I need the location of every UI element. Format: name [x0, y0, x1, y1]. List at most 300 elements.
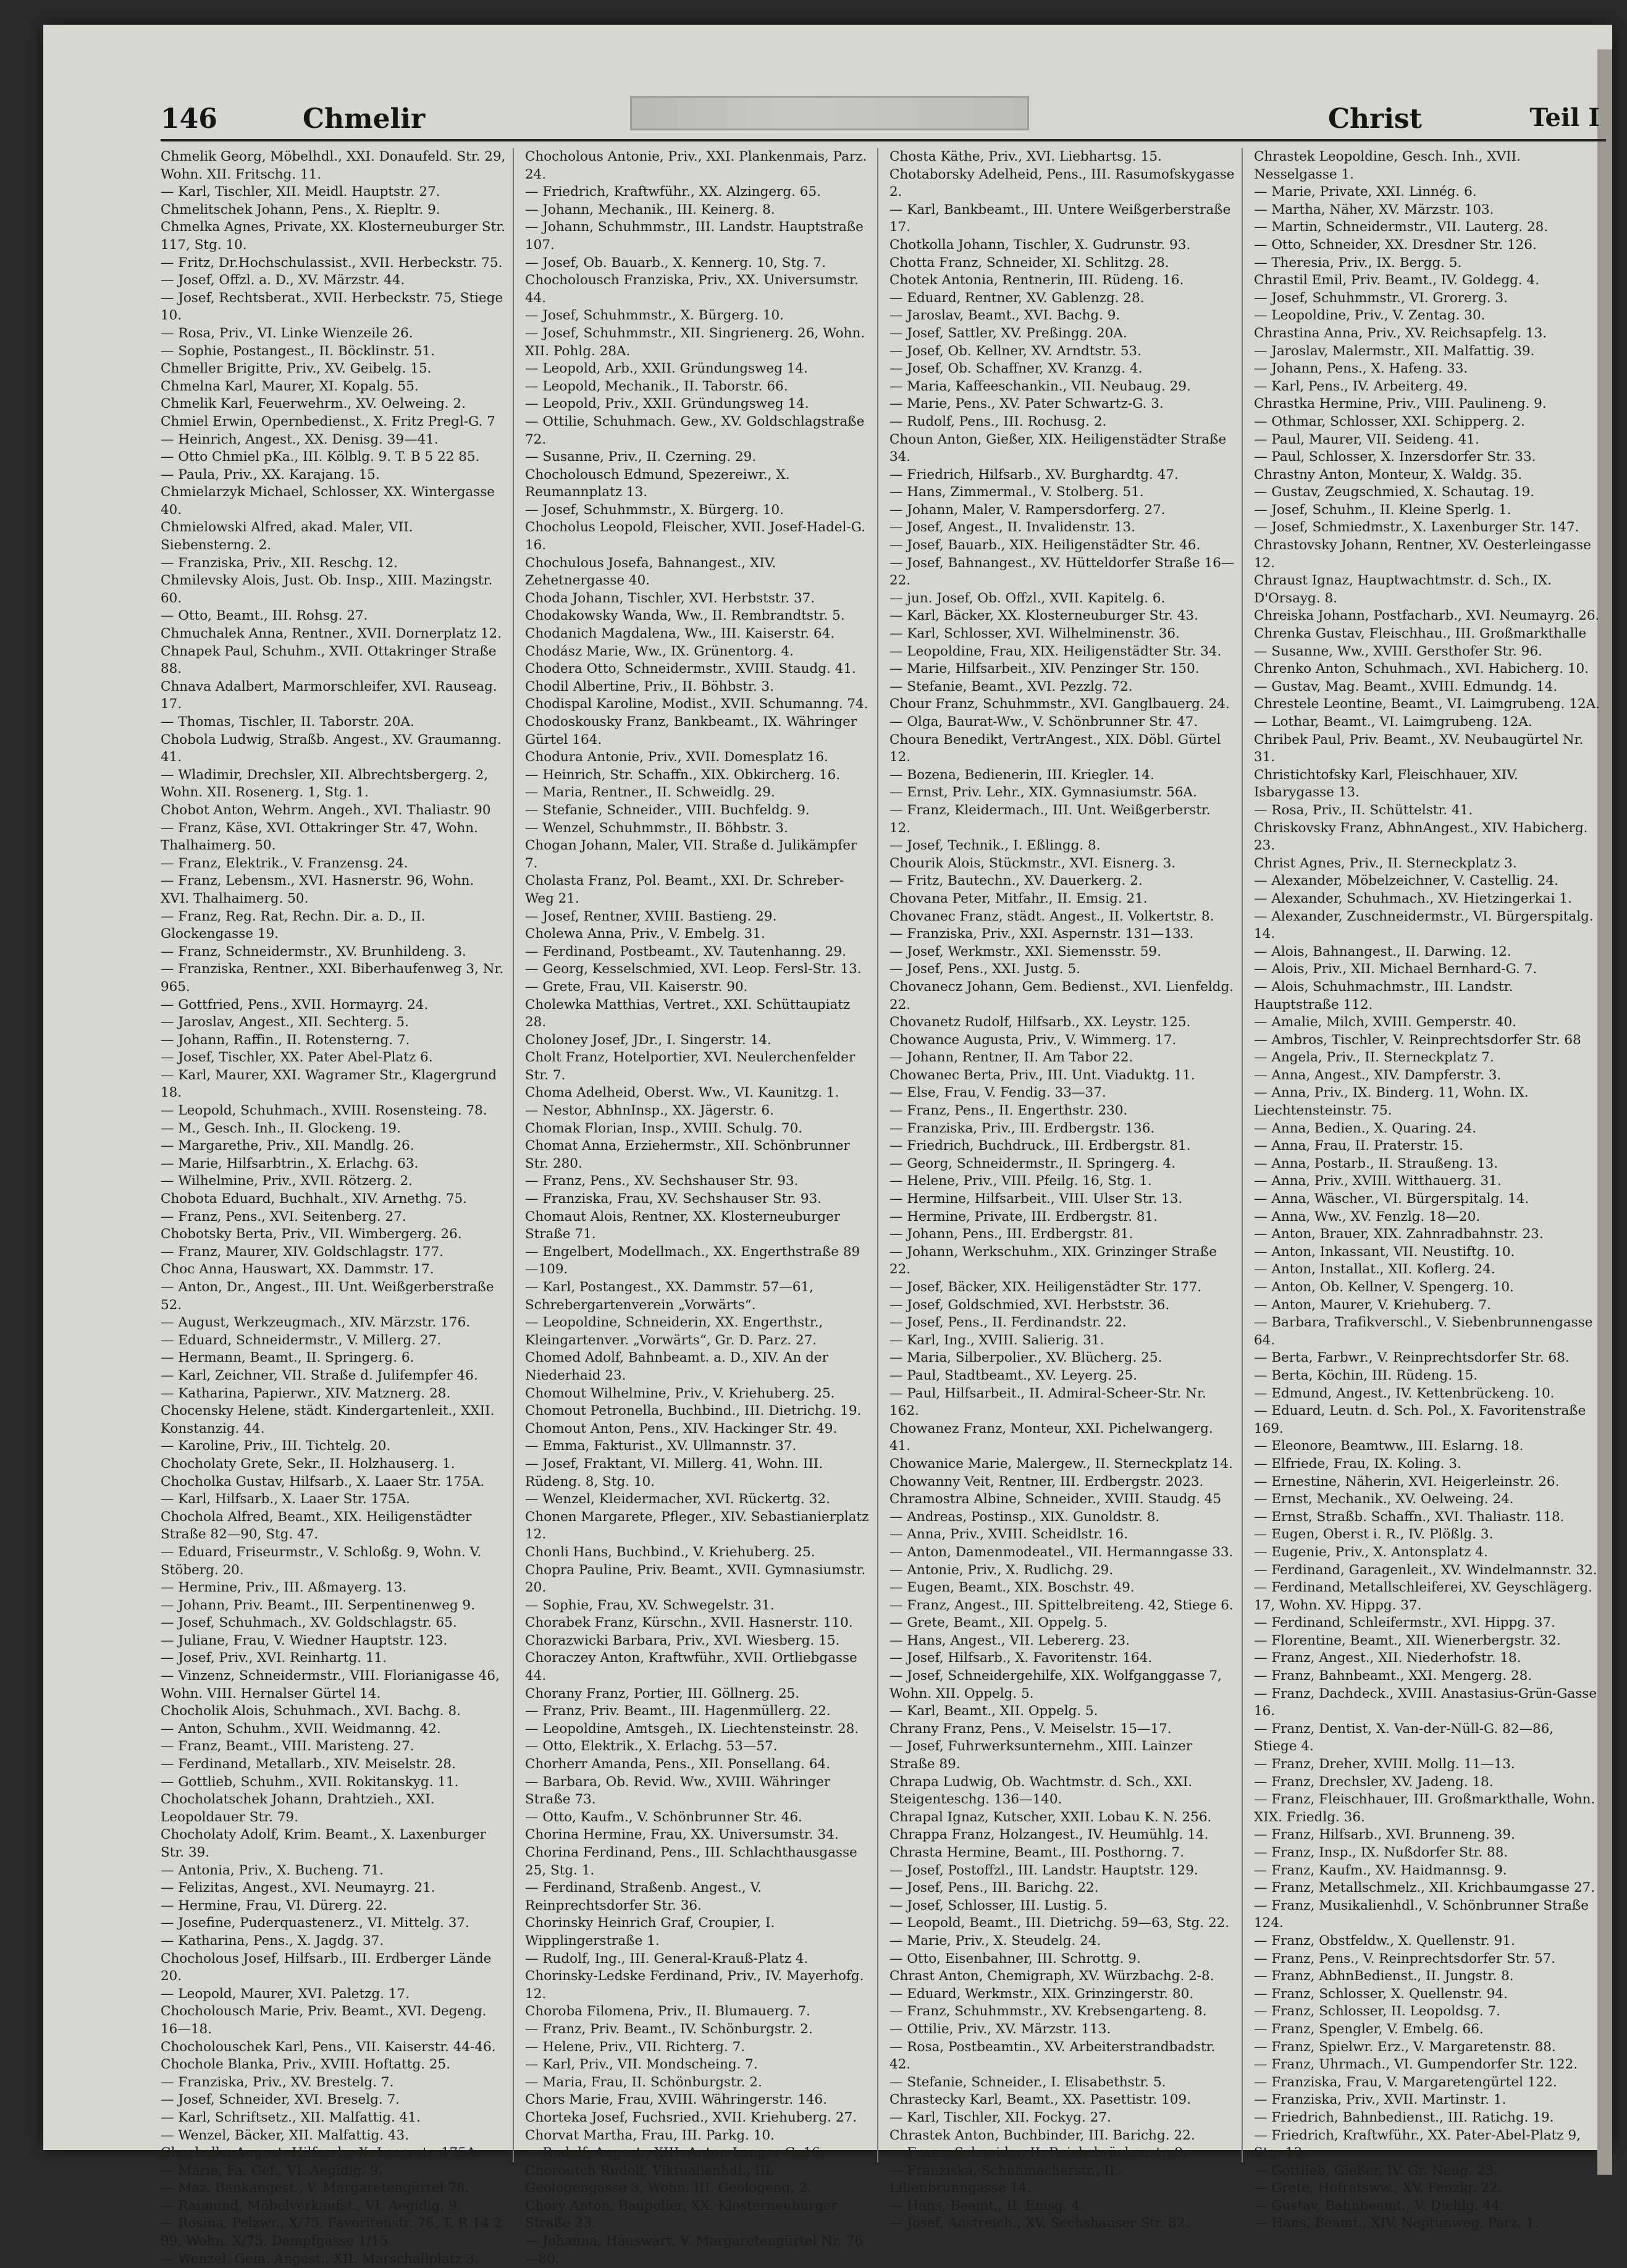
directory-entry: — Heinrich, Angest., XX. Denisg. 39—41.	[161, 431, 439, 447]
directory-entry: — Ambros, Tischler, V. Reinprechtsdorfer Str. 68	[1254, 1032, 1581, 1048]
directory-entry: — Josef, Bahnangest., XV. Hütteldorfer Straße 16—22.	[889, 555, 1235, 589]
directory-entry: — Josef, Schuhmmstr., X. Bürgerg. 10.	[525, 308, 784, 324]
directory-entry: — Vinzenz, Schneidermstr., VIII. Florianigasse 46, Wohn. VIII. Hernalser Gürtel 14.	[161, 1668, 500, 1701]
directory-entry: Chocholous Josef, Hilfsarb., III. Erdberger Lände 20.	[161, 1950, 492, 1984]
directory-entry: — Katharina, Papierwr., XIV. Matznerg. 28.	[161, 1385, 451, 1401]
directory-entry: Chomak Florian, Insp., XVIII. Schulg. 70.	[525, 1120, 803, 1136]
directory-entry: Chrastina Anna, Priv., XV. Reichsapfelg. 13.	[1254, 325, 1547, 341]
directory-entry: Choc Anna, Hauswart, XX. Dammstr. 17.	[161, 1262, 434, 1278]
directory-entry: — Hermine, Priv., III. Aßmayerg. 13.	[161, 1580, 407, 1596]
directory-entry: Chrenko Anton, Schuhmach., XVI. Habicherg. 10.	[1254, 661, 1589, 677]
directory-entry: — Fritz, Dr.Hochschulassist., XVII. Herbeckstr. 75.	[161, 255, 503, 271]
directory-entry: — Johann, Mechanik., III. Keinerg. 8.	[525, 201, 775, 217]
directory-entry: — Leopoldine, Priv., V. Zentag. 30.	[1254, 308, 1486, 324]
directory-entry: Chrapal Ignaz, Kutscher, XXII. Lobau K. N. 256.	[889, 1809, 1212, 1825]
directory-entry: — Karl, Maurer, XXI. Wagramer Str., Klagergrund 18.	[161, 1067, 497, 1101]
directory-entry: Chrenka Gustav, Fleischhau., III. Großmarkthalle	[1254, 626, 1587, 642]
directory-entry: — Johann, Maler, V. Rampersdorferg. 27.	[889, 502, 1166, 518]
column-4	[1254, 148, 1606, 2232]
column-2	[525, 148, 878, 2267]
directory-entry: — Ferdinand, Schleifermstr., XVI. Hippg. 37.	[1254, 1615, 1555, 1631]
directory-entry: Chribek Paul, Priv. Beamt., XV. Neubaugürtel Nr. 31.	[1254, 731, 1584, 765]
directory-entry: — Anna, Frau, II. Praterstr. 15.	[1254, 1138, 1463, 1154]
directory-entry: — Rosina, Pelzwr., X/75. Favoritenstr. 76, T. R 14 2 99, Wohn. X/75. Dampfgasse 1/15.	[161, 2215, 502, 2249]
directory-entry: Chrastecky Karl, Beamt., XX. Pasettistr. 109.	[889, 2092, 1192, 2108]
directory-entry: — Ferdinand, Metallarb., XIV. Meiselstr. 28.	[161, 1756, 456, 1773]
directory-entry: — Josef, Pens., III. Barichg. 22.	[889, 1880, 1099, 1896]
directory-entry: — Hans, Angest., VII. Lebererg. 23.	[889, 1632, 1130, 1648]
directory-entry: Chogan Johann, Maler, VII. Straße d. Julikämpfer 7.	[525, 838, 857, 871]
directory-entry: — M., Gesch. Inh., II. Glockeng. 19.	[161, 1120, 401, 1136]
directory-entry: — Josef, Angest., II. Invalidenstr. 13.	[889, 520, 1136, 536]
directory-entry: — Florentine, Beamt., XII. Wienerbergstr. 32.	[1254, 1632, 1561, 1648]
directory-entry: Chrapa Ludwig, Ob. Wachtmstr. d. Sch., XXI. Steigenteschg. 136—140.	[889, 1774, 1193, 1808]
directory-entry: — Josef, Hilfsarb., X. Favoritenstr. 164.	[889, 1650, 1153, 1666]
directory-entry: Chobot Anton, Wehrm. Angeh., XVI. Thaliastr. 90	[161, 802, 491, 818]
directory-entry: — Rudolf, Ing., III. General-Krauß-Platz 4.	[525, 1950, 809, 1967]
directory-entry: Chotkolla Johann, Tischler, X. Gudrunstr. 93.	[889, 237, 1191, 253]
directory-entry: — Othmar, Schlosser, XXI. Schipperg. 2.	[1254, 413, 1525, 429]
directory-entry: — Franziska, Priv., XVII. Martinstr. 1.	[1254, 2092, 1507, 2108]
directory-entry: — Josef, Anstreich., XV. Sechshauser Str. 82.	[889, 2215, 1190, 2232]
directory-entry: — Otto, Elektrik., X. Erlachg. 53—57.	[525, 1739, 778, 1755]
directory-entry: — Ferdinand, Metallschleiferei, XV. Geyschlägerg. 17, Wohn. XV. Hippg. 37.	[1254, 1580, 1592, 1613]
directory-entry: Cholasta Franz, Pol. Beamt., XXI. Dr. Schreber-Weg 21.	[525, 873, 844, 906]
column-1	[161, 148, 514, 2267]
directory-entry: — Franz, Priv. Beamt., IV. Schönburgstr. 2.	[525, 2021, 813, 2037]
directory-entry: — Franz, Angest., III. Spittelbreiteng. 42, Stiege 6.	[889, 1597, 1234, 1613]
directory-entry: — Josefine, Puderquastenerz., VI. Mittelg. 37.	[161, 1915, 469, 1931]
directory-entry: — Leopold, Mechanik., II. Taborstr. 66.	[525, 378, 788, 394]
directory-entry: — Anna, Priv., XVIII. Scheidlstr. 16.	[889, 1527, 1129, 1543]
directory-entry: — Karl, Bankbeamt., III. Untere Weißgerberstraße 17.	[889, 201, 1231, 235]
directory-entry: Chrappa Franz, Holzangest., IV. Heumühlg. 14.	[889, 1827, 1209, 1843]
directory-entry: — Theresia, Priv., IX. Bergg. 5.	[1254, 255, 1462, 271]
directory-entry: Chorabek Franz, Kürschn., XVII. Hasnerstr. 110.	[525, 1615, 853, 1631]
directory-entry: Cholt Franz, Hotelportier, XVI. Neulerchenfelder Str. 7.	[525, 1050, 856, 1083]
directory-entry: — Josef, Fraktant, VI. Millerg. 41, Wohn. III. Rüdeng. 8, Stg. 10.	[525, 1456, 823, 1490]
directory-entry: Chrany Franz, Pens., V. Meiselstr. 15—17.	[889, 1721, 1172, 1737]
directory-entry: — Marie, Hilfsarbtrin., X. Erlachg. 63.	[161, 1155, 419, 1171]
directory-entry: — Leopold, Beamt., III. Dietrichg. 59—63, Stg. 22.	[889, 1915, 1230, 1931]
directory-entry: — Paul, Hilfsarbeit., II. Admiral-Scheer-Str. Nr. 162.	[889, 1385, 1206, 1419]
directory-entry: — Anna, Postarb., II. Straußeng. 13.	[1254, 1155, 1499, 1171]
directory-entry: Chocensky Helene, städt. Kindergartenleit., XXII. Konstanzig. 44.	[161, 1403, 495, 1436]
directory-entry: — Ernst, Priv. Lehr., XIX. Gymnasiumstr. 56A.	[889, 785, 1197, 801]
directory-entry: — Grete, Beamt., XII. Oppelg. 5.	[889, 1615, 1108, 1631]
directory-entry: Chramostra Albine, Schneider., XVIII. Staudg. 45	[889, 1491, 1222, 1507]
directory-entry: — Franziska, Frau, XV. Sechshauser Str. 93.	[525, 1191, 822, 1207]
page-number: 146	[161, 103, 217, 135]
directory-entry: Chocholka August, Hilfsarb., X. Laaerstr. 175A.	[161, 2145, 481, 2161]
directory-entry: — jun. Josef, Ob. Offzl., XVII. Kapitelg. 6.	[889, 590, 1166, 606]
directory-entry: Chocholik Alois, Schuhmach., XVI. Bachg. 8.	[161, 1703, 461, 1719]
directory-entry: — Stefanie, Schneider., I. Elisabethstr. 5.	[889, 2074, 1166, 2090]
directory-entry: — Franz, Beamt., VIII. Maristeng. 27.	[161, 1739, 414, 1755]
directory-entry: Chnava Adalbert, Marmorschleifer, XVI. Rauseag. 17.	[161, 678, 497, 712]
directory-entry: — Wilhelmine, Priv., XVII. Rötzerg. 2.	[161, 1173, 413, 1189]
directory-entry: — Grete, Frau, VII. Kaiserstr. 90.	[525, 979, 748, 995]
directory-entry: — Marie, Hilfsarbeit., XIV. Penzinger Str. 150.	[889, 661, 1200, 677]
directory-entry: Chodoskousky Franz, Bankbeamt., IX. Währinger Gürtel 164.	[525, 714, 857, 748]
directory-entry: Chocholousch Edmund, Spezereiwr., X. Reumannplatz 13.	[525, 466, 790, 500]
directory-entry: Chotaborsky Adelheid, Pens., III. Rasumofskygasse 2.	[889, 166, 1235, 200]
directory-entry: Chorany Franz, Portier, III. Göllnerg. 25.	[525, 1685, 800, 1701]
directory-entry: — Maria, Silberpolier., XV. Blücherg. 25.	[889, 1350, 1162, 1366]
directory-entry: Chocholatschek Johann, Drahtzieh., XXI. Leopoldauer Str. 79.	[161, 1792, 435, 1825]
directory-entry: — Heinrich, Str. Schaffn., XIX. Obkircherg. 16.	[525, 767, 841, 783]
directory-entry: — Josef, Schuhmmstr., VI. Grorerg. 3.	[1254, 290, 1508, 306]
directory-entry: — Jaroslav, Angest., XII. Sechterg. 5.	[161, 1014, 409, 1031]
directory-entry: Chochulous Josefa, Bahnangest., XIV. Zehetnergasse 40.	[525, 555, 776, 589]
directory-entry: — Susanne, Priv., II. Czerning. 29.	[525, 449, 757, 465]
directory-entry: Chocholaty Adolf, Krim. Beamt., X. Laxenburger Str. 39.	[161, 1827, 486, 1860]
directory-entry: — Franz, Pens., XV. Sechshauser Str. 93.	[525, 1173, 799, 1189]
directory-entry: — Josef, Offzl. a. D., XV. Märzstr. 44.	[161, 272, 405, 289]
directory-entry: — Franz, Metallschmelz., XII. Krichbaumgasse 27.	[1254, 1880, 1595, 1896]
directory-entry: Chodil Albertine, Priv., II. Böhbstr. 3.	[525, 678, 775, 694]
directory-entry: — Leopold, Schuhmach., XVIII. Rosensteing. 78.	[161, 1103, 487, 1119]
directory-entry: — Hermine, Frau, VI. Dürerg. 22.	[161, 1897, 387, 1913]
directory-entry: — Franz, Maurer, XIV. Goldschlagstr. 177.	[161, 1244, 444, 1260]
directory-entry: — Franz, Elektrik., V. Franzensg. 24.	[161, 855, 408, 871]
directory-entry: Chocholouschek Karl, Pens., VII. Kaiserstr. 44-46.	[161, 2039, 496, 2055]
directory-entry: Chrestele Leontine, Beamt., VI. Laimgrubeng. 12A.	[1254, 696, 1600, 712]
directory-page	[43, 25, 1612, 2267]
directory-entry: — Johann, Raffin., II. Rotensterng. 7.	[161, 1032, 410, 1048]
directory-entry: — Hans, Beamt., XIV. Neptunweg, Parz. 1.	[1254, 2215, 1539, 2232]
directory-entry: Chrast Anton, Chemigraph, XV. Würzbachg. 2-8.	[889, 1968, 1214, 1984]
directory-entry: — Anton, Ob. Kellner, V. Spengerg. 10.	[1254, 1279, 1514, 1295]
directory-entry: — Josef, Ob. Kellner, XV. Arndtstr. 53.	[889, 343, 1141, 359]
directory-entry: — Sophie, Frau, XV. Schwegelstr. 31.	[525, 1597, 775, 1613]
directory-entry: — Marie, Priv., X. Steudelg. 24.	[889, 1933, 1101, 1949]
directory-entry: — Ottilie, Schuhmach. Gew., XV. Goldschlagstraße 72.	[525, 413, 865, 447]
directory-entry: — Josef, Pens., XXI. Justg. 5.	[889, 961, 1080, 977]
directory-entry: — Marie, Pens., XV. Pater Schwartz-G. 3.	[889, 396, 1164, 412]
directory-entry: — Angela, Priv., II. Sterneckplatz 7.	[1254, 1050, 1494, 1066]
directory-entry: Chourik Alois, Stückmstr., XVI. Eisnerg. 3.	[889, 855, 1176, 871]
directory-entry: — Otto, Kaufm., V. Schönbrunner Str. 46.	[525, 1809, 802, 1825]
directory-entry: — Emma, Fakturist., XV. Ullmannstr. 37.	[525, 1438, 797, 1454]
directory-entry: — Otto Chmiel pKa., III. Kölblg. 9. T. B 5 22 85.	[161, 449, 480, 465]
directory-entry: — Engelbert, Modellmach., XX. Engerthstraße 89—109.	[525, 1244, 860, 1278]
directory-entry: — Amalie, Milch, XVIII. Gemperstr. 40.	[1254, 1014, 1517, 1031]
directory-entry: Chomaut Alois, Rentner, XX. Klosterneuburger Straße 71.	[525, 1208, 841, 1242]
directory-entry: Chocholus Leopold, Fleischer, XVII. Josef-Hadel-G. 16.	[525, 520, 865, 554]
directory-entry: — Johann, Schuhmmstr., III. Landstr. Hauptstraße 107.	[525, 219, 864, 253]
directory-entry: — Otto, Eisenbahner, III. Schrottg. 9.	[889, 1950, 1141, 1967]
directory-entry: — Hermann, Beamt., II. Springerg. 6.	[161, 1350, 414, 1366]
directory-entry: — Franz, AbhnBedienst., II. Jungstr. 8.	[1254, 1968, 1514, 1984]
directory-entry: Chodera Otto, Schneidermstr., XVIII. Staudg. 41.	[525, 661, 856, 677]
directory-entry: Chrastek Anton, Buchbinder, III. Barichg. 22.	[889, 2127, 1195, 2143]
directory-entry: Chour Franz, Schuhmmstr., XVI. Ganglbauerg. 24.	[889, 696, 1230, 712]
directory-entry: — Franz, Drechsler, XV. Jadeng. 18.	[1254, 1774, 1494, 1790]
directory-entry: — Friedrich, Kraftwführ., XX. Alzingerg. 65.	[525, 184, 821, 200]
directory-entry: — Else, Frau, V. Fendig. 33—37.	[889, 1085, 1106, 1101]
directory-entry: Chotta Franz, Schneider, XI. Schlitzg. 28.	[889, 255, 1169, 271]
directory-entry: — Josef, Schlosser, III. Lustig. 5.	[889, 1897, 1108, 1913]
directory-entry: Cholewa Anna, Priv., V. Embelg. 31.	[525, 926, 765, 942]
directory-entry: — Felizitas, Angest., XVI. Neumayrg. 21.	[161, 1880, 435, 1896]
directory-entry: — Eugen, Beamt., XIX. Boschstr. 49.	[889, 1580, 1135, 1596]
directory-entry: — Edmund, Angest., IV. Kettenbrückeng. 10.	[1254, 1385, 1555, 1401]
directory-entry: Chodura Antonie, Priv., XVII. Domesplatz 16.	[525, 749, 828, 765]
directory-entry: — Alois, Priv., XII. Michael Bernhard-G. 7.	[1254, 961, 1537, 977]
column-3	[889, 148, 1243, 2232]
directory-entry: — Eduard, Werkmstr., XIX. Grinzingerstr. 80.	[889, 1986, 1194, 2002]
directory-entry: — Josef, Rechtsberat., XVII. Herbeckstr. 75, Stiege 10.	[161, 290, 503, 324]
directory-entry: — Olga, Baurat-Ww., V. Schönbrunner Str. 47.	[889, 714, 1198, 730]
directory-entry: — Karl, Ing., XVIII. Salierig. 31.	[889, 1332, 1104, 1348]
directory-entry: — Franz, Käse, XVI. Ottakringer Str. 47, Wohn. Thalhaimerg. 50.	[161, 820, 478, 854]
directory-entry: — Raimund, Möbelverkaufst., VI. Aegidig. 9.	[161, 2198, 461, 2214]
directory-entry: Chomout Petronella, Buchbind., III. Dietrichg. 19.	[525, 1403, 862, 1419]
directory-entry: — Anna, Priv., XVIII. Witthauerg. 31.	[1254, 1173, 1502, 1189]
directory-entry: — Maz. Bankangest., V. Margaretengürtel 78.	[161, 2180, 469, 2196]
right-catchword: Christ	[1328, 103, 1423, 135]
directory-entry: — Antonia, Priv., X. Bucheng. 71.	[161, 1862, 384, 1878]
directory-entry: Chodász Marie, Ww., IX. Grünentorg. 4.	[525, 643, 794, 659]
directory-entry: — Wenzel, Bäcker, XII. Malfattig. 43.	[161, 2127, 410, 2143]
directory-entry: Chochole Blanka, Priv., XVIII. Hoftattg. 25.	[161, 2057, 451, 2073]
directory-entry: — Alexander, Möbelzeichner, V. Castellig. 24.	[1254, 873, 1558, 889]
directory-entry: — Franz, Reg. Rat, Rechn. Dir. a. D., II. Glockengasse 19.	[161, 908, 426, 942]
directory-entry: Chodispal Karoline, Modist., XVII. Schumanng. 74.	[525, 696, 868, 712]
directory-entry: Chorina Ferdinand, Pens., III. Schlachthausgasse 25, Stg. 1.	[525, 1845, 857, 1878]
directory-entry: — Franz, Pens., V. Reinprechtsdorfer Str. 57.	[1254, 1950, 1556, 1967]
directory-entry: Choroutch Rudolf, Viktualienhdl., III. Geologengasse 3, Wohn. III. Geologeng. 2.	[525, 2162, 812, 2196]
directory-entry: — Franz, Schneider, II. Reichsbrückenstr. 9.	[889, 2145, 1187, 2161]
directory-entry: — Franz, Spengler, V. Embelg. 66.	[1254, 2021, 1484, 2037]
directory-entry: — Franz, Hilfsarb., XVI. Brunneng. 39.	[1254, 1827, 1515, 1843]
directory-entry: — Georg, Kesselschmied, XVI. Leop. Fersl-Str. 13.	[525, 961, 862, 977]
directory-entry: — Anna, Bedien., X. Quaring. 24.	[1254, 1120, 1477, 1136]
directory-entry: — Wladimir, Drechsler, XII. Albrechtsbergerg. 2, Wohn. XII. Rosenerg. 1, Stg. 1.	[161, 767, 489, 801]
directory-entry: — Josef, Fuhrwerksunternehm., XIII. Lainzer Straße 89.	[889, 1739, 1193, 1773]
directory-entry: — Anton, Installat., XII. Koflerg. 24.	[1254, 1262, 1495, 1278]
directory-entry: — Franz, Pens., II. Engerthstr. 230.	[889, 1103, 1128, 1119]
directory-entry: — Karl, Pens., IV. Arbeiterg. 49.	[1254, 378, 1468, 394]
directory-entry: — Eduard, Schneidermstr., V. Millerg. 27.	[161, 1332, 442, 1348]
directory-entry: Chorvat Martha, Frau, III. Parkg. 10.	[525, 2127, 775, 2143]
directory-entry: — Berta, Köchin, III. Rüdeng. 15.	[1254, 1367, 1478, 1383]
directory-entry: Chors Marie, Frau, XVIII. Währingerstr. 146.	[525, 2092, 828, 2108]
directory-entry: — Anton, Damenmodeatel., VII. Hermanngasse 33.	[889, 1544, 1234, 1560]
directory-entry: — Fritz, Bautechn., XV. Dauerkerg. 2.	[889, 873, 1143, 889]
directory-entry: Chodakowsky Wanda, Ww., II. Rembrandtstr. 5.	[525, 608, 845, 624]
directory-entry: — Andreas, Postinsp., XIX. Gunoldstr. 8.	[889, 1509, 1160, 1525]
directory-entry: — Berta, Farbwr., V. Reinprechtsdorfer Str. 68.	[1254, 1350, 1570, 1366]
directory-entry: — Margarethe, Priv., XII. Mandlg. 26.	[161, 1138, 414, 1154]
directory-entry: — Franziska, Priv., XV. Brestelg. 7.	[161, 2074, 394, 2090]
directory-entry: — Karoline, Priv., III. Tichtelg. 20.	[161, 1438, 391, 1454]
directory-entry: — Josef, Bauarb., XIX. Heiligenstädter Str. 46.	[889, 537, 1201, 554]
directory-entry: — Martin, Schneidermstr., VII. Lauterg. 28.	[1254, 219, 1549, 235]
directory-entry: Chmelik Georg, Möbelhdl., XXI. Donaufeld. Str. 29, Wohn. XII. Fritschg. 11.	[161, 149, 506, 182]
directory-entry: Chrastek Leopoldine, Gesch. Inh., XVII. Nesselgasse 1.	[1254, 149, 1521, 182]
directory-entry: — Otto, Beamt., III. Rohsg. 27.	[161, 608, 368, 624]
directory-entry: — Nestor, AbhnInsp., XX. Jägerstr. 6.	[525, 1103, 774, 1119]
directory-entry: Choraczey Anton, Kraftwführ., XVII. Ortliebgasse 44.	[525, 1650, 857, 1684]
directory-entry: — Karl, Zeichner, VII. Straße d. Julifempfer 46.	[161, 1367, 478, 1383]
directory-entry: — Jaroslav, Beamt., XVI. Bachg. 9.	[889, 308, 1120, 324]
directory-entry: Chrastil Emil, Priv. Beamt., IV. Goldegg. 4.	[1254, 272, 1540, 289]
directory-entry: — Marie, Private, XXI. Linnég. 6.	[1254, 184, 1477, 200]
directory-entry: — Franz, Dentist, X. Van-der-Nüll-G. 82—86, Stiege 4.	[1254, 1721, 1554, 1755]
directory-entry: — Karl, Priv., VII. Mondscheing. 7.	[525, 2057, 758, 2073]
directory-entry: Christ Agnes, Priv., II. Sterneckplatz 3.	[1254, 855, 1517, 871]
directory-entry: — Helene, Priv., VII. Richterg. 7.	[525, 2039, 746, 2055]
directory-entry: — Karl, Schlosser, XVI. Wilhelminenstr. 36.	[889, 626, 1180, 642]
directory-entry: — Franziska, Priv., XII. Reschg. 12.	[161, 555, 398, 571]
directory-entry: — Karl, Tischler, XII. Fockyg. 27.	[889, 2109, 1111, 2125]
directory-entry: — Alois, Bahnangest., II. Darwing. 12.	[1254, 943, 1511, 959]
directory-entry: Chrasta Hermine, Beamt., III. Posthorng. 7.	[889, 1845, 1185, 1860]
directory-entry: — Alexander, Schuhmach., XV. Hietzingerkai 1.	[1254, 890, 1572, 906]
directory-entry: — Franz, Spielwr. Erz., V. Margaretenstr. 88.	[1254, 2039, 1556, 2055]
directory-entry: Chorinsky-Ledske Ferdinand, Priv., IV. Mayerhofg. 12.	[525, 1968, 864, 2002]
directory-entry: — Ferdinand, Straßenb. Angest., V. Reinprechtsdorfer Str. 36.	[525, 1880, 762, 1913]
directory-entry: — Karl, Tischler, XII. Meidl. Hauptstr. 27.	[161, 184, 440, 200]
directory-entry: Chocholka Gustav, Hilfsarb., X. Laaer Str. 175A.	[161, 1473, 485, 1490]
directory-entry: — Leopoldine, Frau, XIX. Heiligenstädter Str. 34.	[889, 643, 1222, 659]
directory-entry: — Josef, Schuhm., II. Kleine Sperlg. 1.	[1254, 502, 1511, 518]
directory-entry: — Franz, Schneidermstr., XV. Brunhildeng. 3.	[161, 943, 466, 959]
directory-entry: — Leopold, Priv., XXII. Gründungsweg 14.	[525, 396, 809, 412]
directory-entry: Chorinsky Heinrich Graf, Croupier, I. Wipplingerstraße 1.	[525, 1915, 775, 1949]
directory-entry: — Josef, Bäcker, XIX. Heiligenstädter Str. 177.	[889, 1279, 1202, 1295]
directory-entry: — Josef, Pens., II. Ferdinandstr. 22.	[889, 1315, 1127, 1331]
directory-entry: — Bozena, Bedienerin, III. Kriegler. 14.	[889, 767, 1154, 783]
directory-entry: — Johann, Pens., III. Erdbergstr. 81.	[889, 1226, 1133, 1242]
directory-entry: — Anton, Dr., Angest., III. Unt. Weißgerberstraße 52.	[161, 1279, 494, 1313]
directory-entry: — Rosa, Postbeamtin., XV. Arbeiterstrandbadstr. 42.	[889, 2039, 1216, 2073]
directory-entry: Choun Anton, Gießer, XIX. Heiligenstädter Straße 34.	[889, 431, 1227, 465]
directory-entry: — Hermine, Hilfsarbeit., VIII. Ulser Str. 13.	[889, 1191, 1183, 1207]
directory-entry: — Stefanie, Beamt., XVI. Pezzlg. 72.	[889, 678, 1133, 694]
directory-entry: — Josef, Sattler, XV. Preßingg. 20A.	[889, 325, 1127, 341]
directory-entry: — Wenzel, Gem. Angest., XII. Marschallplatz 3.	[161, 2251, 479, 2267]
directory-entry: — Franziska, Rentner., XXI. Biberhaufenweg 3, Nr. 965.	[161, 961, 504, 995]
directory-entry: — Hans, Beamt., II. Emsg. 4.	[889, 2198, 1085, 2214]
directory-entry: Choura Benedikt, VertrAngest., XIX. Döbl. Gürtel 12.	[889, 731, 1221, 765]
directory-entry: Chmielarzyk Michael, Schlosser, XX. Wintergasse 40.	[161, 484, 495, 518]
directory-entry: Chowanez Franz, Monteur, XXI. Pichelwangerg. 41.	[889, 1420, 1213, 1454]
directory-entry: Chomout Wilhelmine, Priv., V. Kriehuberg. 25.	[525, 1385, 835, 1401]
directory-entry: — Lothar, Beamt., VI. Laimgrubeng. 12A.	[1254, 714, 1532, 730]
directory-entry: — Franz, Lebensm., XVI. Hasnerstr. 96, Wohn. XVI. Thalhaimerg. 50.	[161, 873, 474, 906]
directory-entry: — Franz, Dreher, XVIII. Mollg. 11—13.	[1254, 1756, 1515, 1773]
directory-entry: Chovanecz Johann, Gem. Bedienst., XVI. Lienfeldg. 22.	[889, 979, 1234, 1013]
directory-entry: Chomed Adolf, Bahnbeamt. a. D., XIV. An der Niederhaid 23.	[525, 1350, 828, 1383]
directory-entry: Chorteka Josef, Fuchsried., XVII. Kriehuberg. 27.	[525, 2109, 857, 2125]
directory-entry: — Leopold, Maurer, XVI. Paletzg. 17.	[161, 1986, 410, 2002]
directory-entry: Choma Adelheid, Oberst. Ww., VI. Kaunitzg. 1.	[525, 1085, 839, 1101]
directory-entry: Chocholousch Franziska, Priv., XX. Universumstr. 44.	[525, 272, 859, 306]
directory-entry: Chorazwicki Barbara, Priv., XVI. Wiesberg. 15.	[525, 1632, 840, 1648]
directory-entry: — Anna, Ww., XV. Fenzlg. 18—20.	[1254, 1208, 1481, 1225]
directory-entry: — Wenzel, Schuhmmstr., II. Böhbstr. 3.	[525, 820, 788, 836]
directory-entry: — Franz, Musikalienhdl., V. Schönbrunner Straße 124.	[1254, 1897, 1589, 1931]
directory-entry: — Friedrich, Hilfsarb., XV. Burghardtg. 47.	[889, 466, 1179, 483]
directory-entry: Chmuchalek Anna, Rentner., XVII. Dornerplatz 12.	[161, 626, 502, 642]
directory-entry: — Josef, Tischler, XX. Pater Abel-Platz 6.	[161, 1050, 433, 1066]
directory-entry: — Alois, Schuhmachmstr., III. Landstr. Hauptstraße 112.	[1254, 979, 1513, 1013]
directory-entry: — Johann, Pens., X. Hafeng. 33.	[1254, 361, 1468, 377]
directory-entry: — Hermine, Private, III. Erdbergstr. 81.	[889, 1208, 1158, 1225]
directory-entry: Chonli Hans, Buchbind., V. Kriehuberg. 25.	[525, 1544, 815, 1560]
directory-entry: Chorherr Amanda, Pens., XII. Ponsellang. 64.	[525, 1756, 831, 1773]
directory-entry: — Franz, Schuhmmstr., XV. Krebsengarteng. 8.	[889, 2004, 1207, 2020]
directory-entry: Choda Johann, Tischler, XVI. Herbststr. 37.	[525, 590, 815, 606]
directory-entry: — Ottilie, Priv., XV. Märzstr. 113.	[889, 2021, 1111, 2037]
directory-entry: — Leopold, Arb., XXII. Gründungsweg 14.	[525, 361, 808, 377]
directory-entry: — Franziska, Schuhmacherstr., II. Lilienbrunngasse 14.	[889, 2162, 1119, 2196]
directory-entry: — Paula, Priv., XX. Karajang. 15.	[161, 466, 380, 483]
directory-entry: Chovanetz Rudolf, Hilfsarb., XX. Leystr. 125.	[889, 1014, 1191, 1031]
directory-entry: — Franziska, Frau, V. Margaretengürtel 122.	[1254, 2074, 1557, 2090]
directory-entry: — Antonie, Priv., X. Rudlichg. 29.	[889, 1562, 1114, 1578]
directory-entry: — Barbara, Trafikverschl., V. Siebenbrunnengasse 64.	[1254, 1315, 1593, 1348]
directory-entry: Chmiel Erwin, Opernbedienst., X. Fritz Pregl-G. 7	[161, 413, 495, 429]
directory-entry: Chobota Eduard, Buchhalt., XIV. Arnethg. 75.	[161, 1191, 468, 1207]
directory-entry: — Josef, Ob. Schaffner, XV. Kranzg. 4.	[889, 361, 1143, 377]
directory-entry: — Franz, Angest., XII. Niederhofstr. 18.	[1254, 1650, 1521, 1666]
directory-entry: Chreiska Johann, Postfacharb., XVI. Neumayrg. 26.	[1254, 608, 1600, 624]
directory-entry: Chovana Peter, Mitfahr., II. Emsig. 21.	[889, 890, 1148, 906]
directory-entry: — Katharina, Pens., X. Jagdg. 37.	[161, 1933, 384, 1949]
directory-entry: — Marie, Fa. Gef., VI. Aegidig. 9.	[161, 2162, 383, 2178]
directory-entry: Chmelik Karl, Feuerwehrm., XV. Oelweing. 2.	[161, 396, 466, 412]
directory-entry: — Franz, Dachdeck., XVIII. Anastasius-Grün-Gasse 16.	[1254, 1685, 1597, 1719]
directory-entry: — Gottlieb, Gießer, IV. Gr. Neug. 23.	[1254, 2162, 1498, 2178]
directory-entry: — Anton, Inkassant, VII. Neustiftg. 10.	[1254, 1244, 1515, 1260]
directory-entry: — Otto, Schneider, XX. Dresdner Str. 126.	[1254, 237, 1537, 253]
directory-entry: — Paul, Maurer, VII. Seideng. 41.	[1254, 431, 1479, 447]
directory-entry: Chotek Antonia, Rentnerin, III. Rüdeng. 16.	[889, 272, 1184, 289]
directory-entry: Chovanec Franz, städt. Angest., II. Volkertstr. 8.	[889, 908, 1214, 924]
directory-entry: — Anna, Angest., XIV. Dampferstr. 3.	[1254, 1067, 1502, 1083]
directory-entry: — Maria, Rentner., II. Schweidlg. 29.	[525, 785, 775, 801]
directory-entry: — Grete, Hofratsww., XV. Fenzlg. 22.	[1254, 2180, 1502, 2196]
directory-entry: Chrastny Anton, Monteur, X. Waldg. 35.	[1254, 466, 1523, 483]
directory-entry: Chosta Käthe, Priv., XVI. Liebhartsg. 15.	[889, 149, 1162, 164]
directory-entry: — Gustav, Zeugschmied, X. Schautag. 19.	[1254, 484, 1535, 500]
directory-entry: Chrastka Hermine, Priv., VIII. Paulineng. 9.	[1254, 396, 1547, 412]
directory-entry: — Franziska, Priv., XXI. Aspernstr. 131—133.	[889, 926, 1194, 942]
directory-entry: — Franz, Schlosser, X. Quellenstr. 94.	[1254, 1986, 1508, 2002]
directory-entry: Chraust Ignaz, Hauptwachtmstr. d. Sch., IX. D'Orsayg. 8.	[1254, 573, 1552, 606]
directory-entry: — Franz, Fleischhauer, III. Großmarkthalle, Wohn. XIX. Friedlg. 36.	[1254, 1792, 1595, 1825]
directory-entry: — August, Werkzeugmach., XIV. Märzstr. 176.	[161, 1315, 471, 1331]
directory-entry: — Franz, Schlosser, II. Leopoldsg. 7.	[1254, 2004, 1500, 2020]
page-header	[161, 96, 1606, 141]
directory-entry: — Franz, Pens., XVI. Seitenberg. 27.	[161, 1208, 406, 1225]
directory-entry: — Ernst, Mechanik., XV. Oelweing. 24.	[1254, 1491, 1514, 1507]
directory-entry: — Franz, Kleidermach., III. Unt. Weißgerberstr. 12.	[889, 802, 1211, 836]
directory-entry: Chowance Augusta, Priv., V. Wimmerg. 17.	[889, 1032, 1177, 1048]
directory-entry: — Anton, Maurer, V. Kriehuberg. 7.	[1254, 1297, 1491, 1313]
directory-entry: Chocholous Antonie, Priv., XXI. Plankenmais, Parz. 24.	[525, 149, 867, 182]
directory-entry: Chopra Pauline, Priv. Beamt., XVII. Gymnasiumstr. 20.	[525, 1562, 866, 1596]
directory-entry: — Wenzel, Kleidermacher, XVI. Rückertg. 32.	[525, 1491, 830, 1507]
directory-entry: Chochola Alfred, Beamt., XIX. Heiligenstädter Straße 82—90, Stg. 47.	[161, 1509, 472, 1543]
directory-entry: — Sophie, Postangest., II. Böcklinstr. 51.	[161, 343, 435, 359]
directory-entry: — Ferdinand, Postbeamt., XV. Tautenhanng. 29.	[525, 943, 846, 959]
directory-entry: — Thomas, Tischler, II. Taborstr. 20A.	[161, 714, 414, 730]
